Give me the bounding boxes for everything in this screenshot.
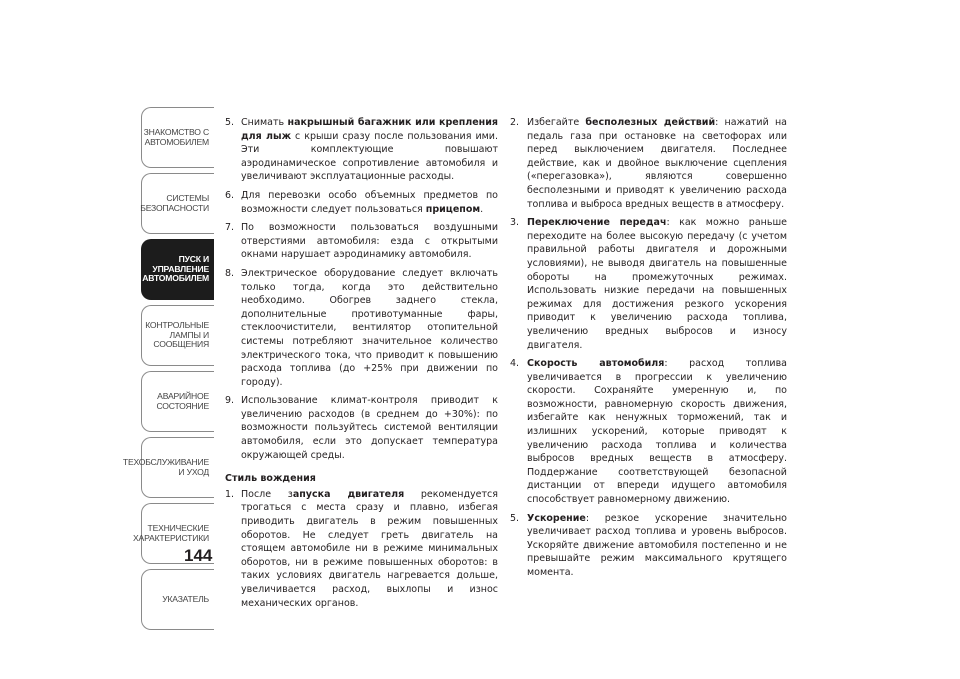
list-item: 1. После запуска двигателя рекомендуется трогаться с места сразу и плавно, избегая приводить двигатель в режим повышенных оборотов. Не следует греть двигатель на стоящем автомобиле ни в режиме минимальных оборотов, ни в режиме повышенных оборотов: в таких условиях двигатель нагревается дольше, увеличивается расход, выхлопы и износ механических органов.: [225, 488, 498, 609]
tab-label: ТЕХОБСЛУЖИВАНИЕ И УХОД: [122, 456, 209, 477]
list-item: 2. Избегайте бесполезных действий: нажатий на педаль газа при остановке на светофорах или перед выключением двигателя. Последнее действие, как и двойное выключение сцепления («перегазовка»), являются совершенно бесполезными и приводят к увеличению расхода топлива и выброса вредных веществ в атмосферу.: [510, 117, 787, 210]
list-item: 8. Электрическое оборудование следует включать только тогда, когда это действительно необходимо. Обогрев заднего стекла, дополнительные противотуманные фары, стеклоочистители, вентилятор отопительной системы потребляют значительное количество электрического тока, что приводит к повышению расхода топлива (до +25% при движении по городу).: [225, 267, 498, 388]
tab-label: ТЕХНИЧЕСКИЕ ХАРАКТЕРИСТИКИ: [133, 522, 209, 543]
tab-emergency[interactable]: [141, 371, 214, 432]
list-item: 5. Ускорение: резкое ускорение значительно увеличивает расход топлива и уровень выбросов. Ускоряйте движение автомобиля постепенно и не превышайте режим максимального крутящего момента.: [510, 512, 787, 578]
tab-label: ПУСК И УПРАВЛЕНИЕ АВТОМОБИЛЕМ: [142, 254, 209, 284]
tab-label: УКАЗАТЕЛЬ: [162, 593, 209, 604]
tab-label: КОНТРОЛЬНЫЕ ЛАМПЫ И СООБЩЕНИЯ: [145, 320, 209, 350]
tab-starting-driving[interactable]: [141, 239, 214, 300]
list-item: 4. Скорость автомобиля: расход топлива увеличивается в прогрессии к увеличению скорости. Сохраняйте умеренную и, по возможности, равномерную скорость движения, избегайте как ненужных торможений, так и излишних ускорений, которые приводят к увеличению расхода топлива и количества выбросов вредных веществ в атмосферу. Поддержание соответствующей безопасной дистанции от впереди идущего автомобиля способствует равномерному движению.: [510, 358, 788, 506]
list-item: 6. Для перевозки особо объемных предметов по возможности следует пользоваться прицепом.: [225, 189, 498, 215]
tab-warning-lights[interactable]: [141, 305, 214, 366]
list-item: 5. Снимать накрышный багажник или крепления для лыж с крыши сразу после пользования ими. Эти комплектующие повышают аэродинамическое сопротивление автомобиля и увеличивают эксплуатационные расходы.: [225, 117, 498, 183]
section-heading: Стиль вождения: [225, 473, 316, 485]
page-number: 144: [184, 546, 213, 565]
right-column: [510, 116, 787, 585]
list-item: 3. Переключение передач: как можно раньше переходите на более высокую передачу (с учетом правильной работы двигателя и дорожными условиями), не выводя двигатель на повышенные обороты на промежуточных режимах. Использовать низкие передачи на повышенных режимах для достижения резкого ускорения приводит к увеличению расхода топлива, увеличению вредных выбросов и износу двигателя.: [510, 217, 787, 351]
tab-index[interactable]: [141, 569, 214, 630]
list-item: 9. Использование климат-контроля приводит к увеличению расходов (в среднем до +30%): по возможности пользуйтесь системой вентиляции автомобиля, если это допускает температура окружающей среды.: [225, 395, 498, 461]
tab-safety[interactable]: [141, 173, 214, 234]
tab-label: АВАРИЙНОЕ СОСТОЯНИЕ: [156, 390, 209, 411]
tab-intro[interactable]: [141, 107, 214, 168]
left-column: [225, 116, 498, 615]
list-item: 7. По возможности пользоваться воздушными отверстиями автомобиля: езда с открытыми окнами нарушает аэродинамику автомобиля.: [225, 222, 498, 261]
tab-maintenance[interactable]: [122, 437, 214, 498]
tab-label: СИСТЕМЫ БЕЗОПАСНОСТИ: [140, 192, 209, 213]
tab-label: ЗНАКОМСТВО С АВТОМОБИЛЕМ: [143, 126, 209, 147]
